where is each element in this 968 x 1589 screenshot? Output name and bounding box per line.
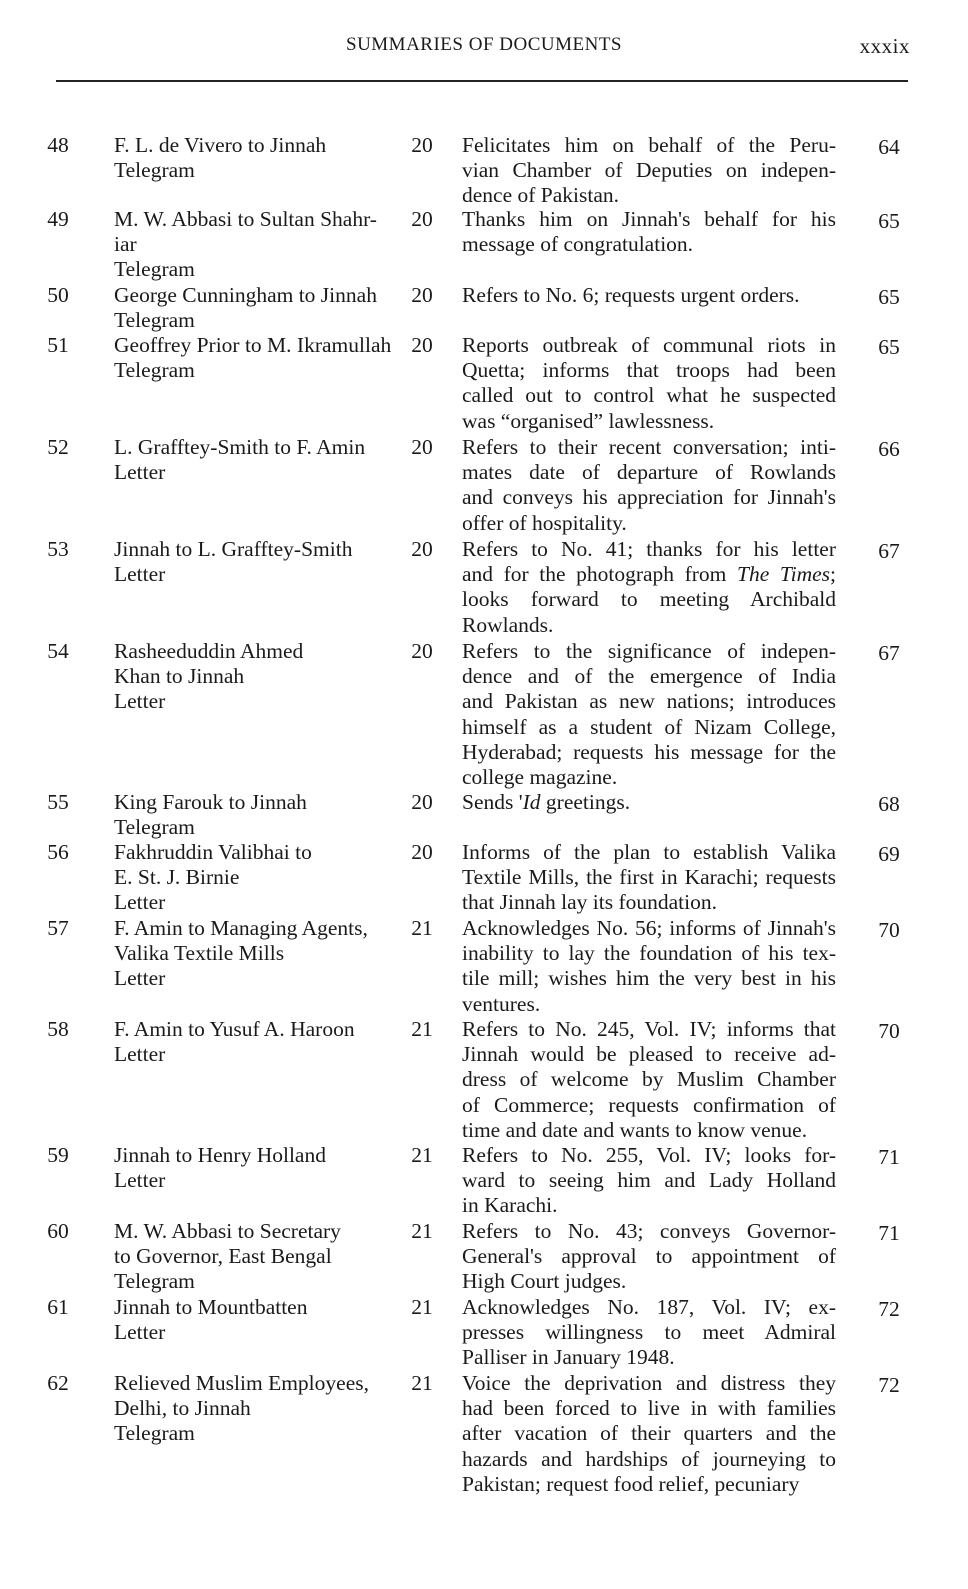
document-from-to [114,1143,399,1193]
summary-line: college magazine. [462,765,618,790]
summary-line: time and date and wants to know venue. [462,1117,808,1142]
summary-line: Felicitates him on behalf of the Peru- [462,133,836,157]
from-to-line: Telegram [114,815,195,840]
from-to-line: Letter [114,1168,166,1193]
from-to-line: Letter [114,1042,166,1067]
from-to-line: to Governor, East Bengal [114,1244,332,1269]
from-to-line: Valika Textile Mills [114,941,285,966]
document-number: 48 [47,133,69,157]
summary-line: General's approval to appointment of [462,1244,836,1269]
document-summary [462,840,836,916]
from-to-line: M. W. Abbasi to Secretary [114,1219,341,1243]
document-summary [462,1295,836,1371]
from-to-line: Khan to Jinnah [114,664,245,689]
document-summary [462,1219,836,1295]
summary-line: Voice the deprivation and distress they [462,1371,836,1395]
document-date: 20 [411,537,433,561]
document-from-to [114,1219,399,1295]
from-to-line: F. L. de Vivero to Jinnah [114,133,327,157]
summary-line: Hyderabad; requests his message for the [462,739,836,764]
summary-line: had been forced to live in with families [462,1396,836,1421]
document-page-ref: 66 [878,437,900,461]
summary-line: after vacation of their quarters and the [462,1421,836,1446]
from-to-line: Delhi, to Jinnah [114,1396,251,1421]
document-page-ref: 70 [878,1019,900,1043]
document-page-ref: 71 [878,1221,900,1245]
running-head [0,34,968,64]
from-to-line: Telegram [114,158,195,183]
from-to-line: King Farouk to Jinnah [114,790,307,814]
header-rule [56,80,908,82]
summary-line: Refers to No. 245, Vol. IV; informs that [462,1017,836,1041]
from-to-line: Letter [114,562,166,587]
document-date: 20 [411,435,433,459]
document-number: 56 [47,840,69,864]
document-summary [462,283,836,308]
from-to-line: Jinnah to Henry Holland [114,1143,326,1167]
summary-line: Refers to the significance of indepen- [462,639,836,663]
document-date: 20 [411,333,433,357]
summary-line: dress of welcome by Muslim Chamber [462,1067,836,1092]
document-page-ref: 72 [878,1373,900,1397]
summary-line: mates date of departure of Rowlands [462,460,836,485]
document-number: 59 [47,1143,69,1167]
document-page-ref: 68 [878,792,900,816]
document-from-to [114,1371,399,1447]
from-to-line: Telegram [114,257,195,282]
summary-line: Refers to No. 43; conveys Governor- [462,1219,836,1243]
summary-line: dence and of the emergence of India [462,664,836,689]
summary-line: tile mill; wishes him the very best in his [462,966,836,991]
document-date: 21 [411,916,433,940]
summary-line: message of congratulation. [462,232,694,257]
summary-line: Jinnah would be pleased to receive ad- [462,1042,836,1067]
summary-line: presses willingness to meet Admiral [462,1320,836,1345]
document-from-to [114,639,399,715]
summary-line: Informs of the plan to establish Valika [462,840,836,864]
document-page-ref: 71 [878,1145,900,1169]
document-page-ref: 69 [878,842,900,866]
from-to-line: Jinnah to L. Grafftey-Smith [114,537,353,561]
document-page-ref: 67 [878,641,900,665]
from-to-line: Telegram [114,358,195,383]
summary-line: Refers to No. 6; requests urgent orders. [462,283,800,307]
document-number: 49 [47,207,69,231]
document-from-to [114,333,399,383]
summary-line: offer of hospitality. [462,510,627,535]
document-date: 21 [411,1295,433,1319]
summary-line: Refers to No. 255, Vol. IV; looks for- [462,1143,836,1167]
document-page-ref: 70 [878,918,900,942]
document-summary [462,207,836,257]
document-summary [462,916,836,1017]
summary-line: inability to lay the foundation of his tex- [462,941,836,966]
summary-line: of Commerce; requests confirmation of [462,1092,836,1117]
document-summary [462,1371,836,1497]
from-to-line: iar [114,232,137,257]
summary-line: looks forward to meeting Archibald [462,587,836,612]
from-to-line: Jinnah to Mountbatten [114,1295,308,1319]
document-summary [462,435,836,536]
from-to-line: Letter [114,689,166,714]
page-number: xxxix [859,34,910,58]
document-page-ref: 65 [878,285,900,309]
summary-line: Acknowledges No. 187, Vol. IV; ex- [462,1295,836,1319]
document-number: 57 [47,916,69,940]
summary-line: that Jinnah lay its foundation. [462,890,717,915]
summary-line: Refers to No. 41; thanks for his letter [462,537,836,561]
summary-line: Reports outbreak of communal riots in [462,333,836,357]
document-number: 55 [47,790,69,814]
document-page-ref: 72 [878,1297,900,1321]
from-to-line: Rasheeduddin Ahmed [114,639,304,663]
summary-line: and for the photograph from The Times; [462,562,836,587]
document-number: 52 [47,435,69,459]
document-summary [462,790,836,815]
summary-line: was “organised” lawlessness. [462,408,715,433]
summary-line: High Court judges. [462,1269,627,1294]
document-number: 53 [47,537,69,561]
document-summary [462,537,836,638]
document-from-to [114,283,399,333]
from-to-line: E. St. J. Birnie [114,865,240,890]
summary-line: Pakistan; request food relief, pecuniary [462,1471,800,1496]
document-number: 54 [47,639,69,663]
document-from-to [114,840,399,916]
from-to-line: M. W. Abbasi to Sultan Shahr- [114,207,377,231]
summary-line: vian Chamber of Deputies on indepen- [462,158,836,183]
document-number: 51 [47,333,69,357]
summary-line: ventures. [462,991,541,1016]
document-date: 20 [411,207,433,231]
document-page-ref: 64 [878,135,900,159]
from-to-line: Telegram [114,1269,195,1294]
document-page-ref: 65 [878,209,900,233]
document-from-to [114,1295,399,1345]
summary-line: Thanks him on Jinnah's behalf for his [462,207,836,231]
document-date: 21 [411,1143,433,1167]
summary-line: Acknowledges No. 56; informs of Jinnah's [462,916,836,940]
from-to-line: F. Amin to Yusuf A. Haroon [114,1017,355,1041]
document-number: 61 [47,1295,69,1319]
document-summary [462,133,836,209]
document-date: 20 [411,790,433,814]
document-date: 21 [411,1371,433,1395]
summary-line: in Karachi. [462,1193,558,1218]
from-to-line: George Cunningham to Jinnah [114,283,377,307]
from-to-line: Telegram [114,308,195,333]
document-page-ref: 67 [878,539,900,563]
page-title: SUMMARIES OF DOCUMENTS [346,34,622,55]
document-number: 60 [47,1219,69,1243]
document-number: 62 [47,1371,69,1395]
from-to-line: Relieved Muslim Employees, [114,1371,369,1395]
document-date: 21 [411,1017,433,1041]
summary-line: Textile Mills, the first in Karachi; requests [462,865,836,890]
from-to-line: Letter [114,460,166,485]
summary-line: Quetta; informs that troops had been [462,358,836,383]
from-to-line: Letter [114,1320,166,1345]
from-to-line: Fakhruddin Valibhai to [114,840,312,864]
document-from-to [114,537,399,587]
document-date: 20 [411,283,433,307]
from-to-line: L. Grafftey-Smith to F. Amin [114,435,366,459]
document-summary [462,1017,836,1143]
document-number: 50 [47,283,69,307]
from-to-line: Letter [114,890,166,915]
from-to-line: F. Amin to Managing Agents, [114,916,368,940]
summary-line: called out to control what he suspected [462,383,836,408]
summary-line: Sends 'Id greetings. [462,790,631,814]
summary-line: himself as a student of Nizam College, [462,714,836,739]
document-from-to [114,916,399,992]
document-date: 20 [411,639,433,663]
summary-line: and conveys his appreciation for Jinnah's [462,485,836,510]
document-from-to [114,1017,399,1067]
document-number: 58 [47,1017,69,1041]
document-date: 20 [411,840,433,864]
document-date: 21 [411,1219,433,1243]
document-from-to [114,133,399,183]
summary-line: Rowlands. [462,612,554,637]
summary-line: and Pakistan as new nations; introduces [462,689,836,714]
document-date: 20 [411,133,433,157]
document-from-to [114,435,399,485]
from-to-line: Telegram [114,1421,195,1446]
summary-line: Refers to their recent conversation; inti- [462,435,836,459]
summary-line: ward to seeing him and Lady Holland [462,1168,836,1193]
document-from-to [114,790,399,840]
document-summary [462,1143,836,1219]
from-to-line: Geoffrey Prior to M. Ikramullah [114,333,392,357]
summary-line: hazards and hardships of journeying to [462,1446,836,1471]
summary-line: Palliser in January 1948. [462,1345,675,1370]
document-summary [462,639,836,790]
document-page-ref: 65 [878,335,900,359]
summary-line: dence of Pakistan. [462,183,620,208]
document-summary [462,333,836,434]
document-from-to [114,207,399,283]
from-to-line: Letter [114,966,166,991]
